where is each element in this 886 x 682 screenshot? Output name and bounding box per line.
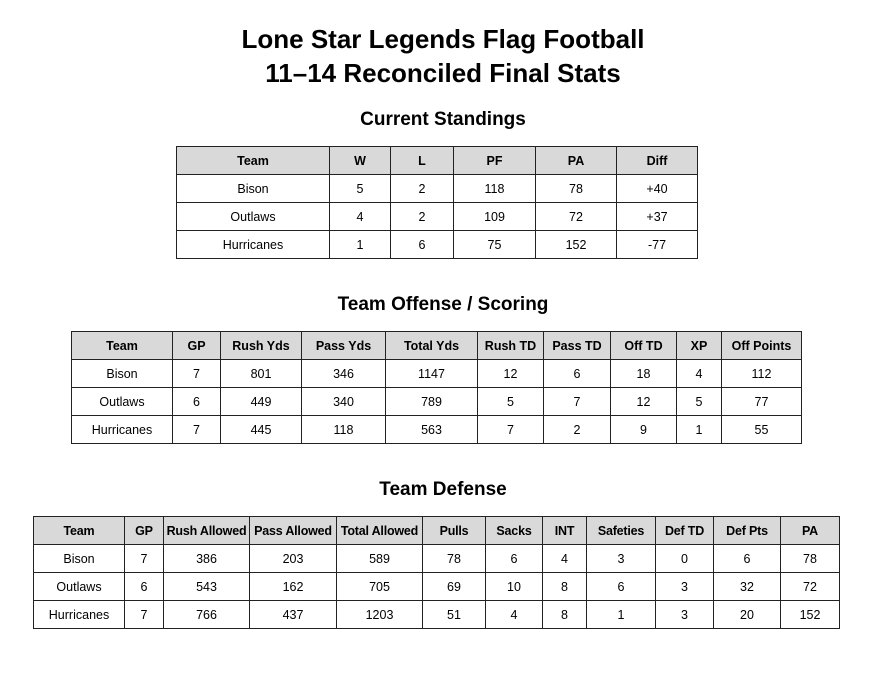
table-row	[72, 360, 802, 388]
table-cell: 9	[611, 416, 677, 444]
table-cell: 3	[656, 573, 714, 601]
standings-table	[176, 146, 698, 259]
table-cell: 152	[781, 601, 840, 629]
table-cell: Outlaws	[72, 388, 173, 416]
table-cell: 705	[337, 573, 423, 601]
column-header: PF	[454, 147, 536, 175]
column-header: Off Points	[722, 332, 802, 360]
table-cell: Hurricanes	[34, 601, 125, 629]
table-cell: Hurricanes	[177, 231, 330, 259]
table-cell: 12	[611, 388, 677, 416]
table-cell: 2	[544, 416, 611, 444]
table-cell: 1	[587, 601, 656, 629]
page-subtitle: 11–14 Reconciled Final Stats	[265, 58, 621, 88]
table-cell: 801	[221, 360, 302, 388]
page-title: Lone Star Legends Flag Football	[241, 24, 645, 54]
table-cell: 2	[391, 203, 454, 231]
standings-title: Current Standings	[360, 109, 526, 130]
table-cell: 78	[781, 545, 840, 573]
table-cell: 445	[221, 416, 302, 444]
table-cell: 10	[486, 573, 543, 601]
table-cell: Bison	[72, 360, 173, 388]
column-header: INT	[543, 517, 587, 545]
table-cell: 1	[677, 416, 722, 444]
table-cell: 118	[302, 416, 386, 444]
table-cell: 6	[173, 388, 221, 416]
table-cell: 346	[302, 360, 386, 388]
column-header: XP	[677, 332, 722, 360]
table-row	[72, 416, 802, 444]
table-cell: 340	[302, 388, 386, 416]
table-cell: 589	[337, 545, 423, 573]
table-cell: 1203	[337, 601, 423, 629]
table-cell: 7	[173, 416, 221, 444]
offense-title: Team Offense / Scoring	[337, 294, 549, 315]
offense-table	[71, 331, 802, 444]
table-cell: 449	[221, 388, 302, 416]
column-header: Pass Yds	[302, 332, 386, 360]
table-row	[34, 545, 840, 573]
table-cell: 20	[714, 601, 781, 629]
table-cell: 6	[714, 545, 781, 573]
table-cell: 8	[543, 601, 587, 629]
table-cell: 6	[544, 360, 611, 388]
table-cell: 1	[330, 231, 391, 259]
table-cell: 1147	[386, 360, 478, 388]
column-header: Total Allowed	[337, 517, 423, 545]
table-cell: 563	[386, 416, 478, 444]
table-cell: 203	[250, 545, 337, 573]
table-cell: 766	[164, 601, 250, 629]
table-cell: 543	[164, 573, 250, 601]
table-cell: 4	[677, 360, 722, 388]
column-header: GP	[125, 517, 164, 545]
table-cell: 112	[722, 360, 802, 388]
table-cell: Hurricanes	[72, 416, 173, 444]
column-header: GP	[173, 332, 221, 360]
table-cell: 6	[125, 573, 164, 601]
column-header: Pulls	[423, 517, 486, 545]
table-cell: 18	[611, 360, 677, 388]
column-header: Rush Allowed	[164, 517, 250, 545]
table-cell: 7	[478, 416, 544, 444]
column-header: Team	[177, 147, 330, 175]
column-header: Def TD	[656, 517, 714, 545]
table-header-row	[72, 332, 802, 360]
table-header-row	[177, 147, 698, 175]
table-cell: Bison	[177, 175, 330, 203]
table-cell: 32	[714, 573, 781, 601]
table-cell: 789	[386, 388, 478, 416]
table-cell: 118	[454, 175, 536, 203]
table-cell: 75	[454, 231, 536, 259]
column-header: Pass TD	[544, 332, 611, 360]
table-cell: Bison	[34, 545, 125, 573]
column-header: Def Pts	[714, 517, 781, 545]
table-cell: 77	[722, 388, 802, 416]
column-header: PA	[781, 517, 840, 545]
column-header: Sacks	[486, 517, 543, 545]
table-cell: 69	[423, 573, 486, 601]
table-cell: 12	[478, 360, 544, 388]
table-cell: 6	[391, 231, 454, 259]
table-cell: Outlaws	[177, 203, 330, 231]
column-header: Rush TD	[478, 332, 544, 360]
column-header: Rush Yds	[221, 332, 302, 360]
table-cell: 2	[391, 175, 454, 203]
table-cell: 3	[656, 601, 714, 629]
table-cell: 386	[164, 545, 250, 573]
column-header: Team	[72, 332, 173, 360]
column-header: W	[330, 147, 391, 175]
table-row	[177, 231, 698, 259]
column-header: L	[391, 147, 454, 175]
table-row	[177, 203, 698, 231]
table-cell: 78	[536, 175, 617, 203]
table-cell: 7	[173, 360, 221, 388]
table-row	[34, 573, 840, 601]
table-cell: 4	[330, 203, 391, 231]
table-header-row	[34, 517, 840, 545]
column-header: Total Yds	[386, 332, 478, 360]
table-cell: 3	[587, 545, 656, 573]
table-cell: 51	[423, 601, 486, 629]
table-cell: 55	[722, 416, 802, 444]
table-cell: 7	[544, 388, 611, 416]
table-cell: 4	[486, 601, 543, 629]
table-cell: 5	[330, 175, 391, 203]
table-cell: +40	[617, 175, 698, 203]
table-cell: 6	[486, 545, 543, 573]
column-header: Team	[34, 517, 125, 545]
defense-title: Team Defense	[379, 479, 507, 500]
column-header: Off TD	[611, 332, 677, 360]
table-cell: 437	[250, 601, 337, 629]
column-header: PA	[536, 147, 617, 175]
table-row	[34, 601, 840, 629]
column-header: Safeties	[587, 517, 656, 545]
table-cell: 5	[677, 388, 722, 416]
column-header: Pass Allowed	[250, 517, 337, 545]
table-cell: 5	[478, 388, 544, 416]
table-cell: Outlaws	[34, 573, 125, 601]
table-cell: 109	[454, 203, 536, 231]
table-cell: 6	[587, 573, 656, 601]
column-header: Diff	[617, 147, 698, 175]
table-cell: 72	[536, 203, 617, 231]
table-cell: 7	[125, 545, 164, 573]
table-cell: 0	[656, 545, 714, 573]
table-row	[72, 388, 802, 416]
table-cell: 7	[125, 601, 164, 629]
table-cell: 4	[543, 545, 587, 573]
table-cell: 78	[423, 545, 486, 573]
table-cell: 8	[543, 573, 587, 601]
table-cell: 72	[781, 573, 840, 601]
table-cell: +37	[617, 203, 698, 231]
table-row	[177, 175, 698, 203]
table-cell: 162	[250, 573, 337, 601]
table-cell: 152	[536, 231, 617, 259]
defense-table	[33, 516, 840, 629]
table-cell: -77	[617, 231, 698, 259]
